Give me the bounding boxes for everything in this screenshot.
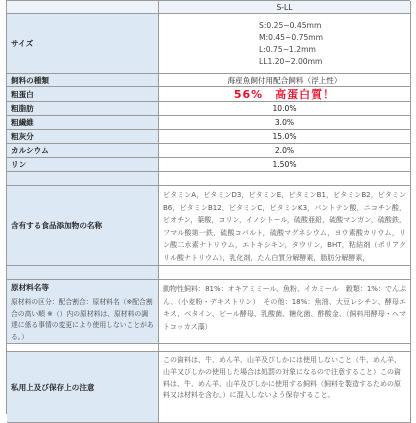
phosphorus-value: 1.50% [159,158,411,172]
crude-protein-percent: 56% [233,87,264,101]
crude-protein-value [159,87,411,102]
calcium-value: 2.0% [159,144,411,158]
thin-spacer-right [159,344,411,352]
ingredients-label-cell [7,280,159,344]
header-blank-cell [7,1,159,14]
feed-type-label: 飼料の種類 [7,74,159,87]
precautions-value [159,352,411,423]
crude-protein-tagline: 高蛋白質！ [275,88,336,101]
size-s: S:0.25~0.45mm [259,20,322,30]
blank-value-row [159,172,411,186]
ingredients-text: 動物性飼料：81%：オキアミミール、魚粉、イカミール 穀類：1%：でんぷん、（小麦粉・デキストリン） その他：18%：魚油、大豆レシチン、酵母エキス、ベタイン、ビール酵母、乳酸菌、糖化菌、酢酸金、（飼料用酵母・ヘマトコッカス藻） [163,285,406,331]
crude-fat-value: 10.0% [159,102,411,116]
precautions-label: 私用上及び保存上の注意 [7,352,159,423]
gap-label-row [7,266,159,280]
size-values [159,14,411,74]
ingredients-label: 原材料名等 [11,283,49,292]
additives-value [159,186,411,266]
crude-fiber-label: 粗繊維 [7,116,159,130]
calcium-label: カルシウム [7,144,159,158]
crude-protein-label: 粗蛋白 [7,87,159,102]
size-l: L:0.75~1.2mm [259,44,316,54]
additives-label: 含有する食品添加物の名称 [7,186,159,266]
thin-spacer-left [7,344,159,352]
crude-ash-value: 15.0% [159,130,411,144]
ingredients-sub-label: 原材料の区分：配合割合：原材料名（※配合割合の高い順 ※（）内の原材料は、原材料の調達に係る事情の変更により使用しないことがある。） [11,298,154,341]
size-ll: LL1.20~2.00mm [259,56,323,66]
feed-type-value: 海産魚飼付用配合飼料（浮上性） [159,74,411,87]
blank-label-row [7,172,159,186]
phosphorus-label: リン [7,158,159,172]
precautions-text: この資料は、牛、めん羊、山羊及びしかには使用しないこと（牛、めん羊、山羊又びしかの使用した場合は処罰の対象になるので注意すること）この資料は、牛、めん羊、山羊及びしかに使用する飼料（飼料を製造するための原料又は材料を含む。）に混入しないよう保存すること。 [163,356,401,400]
crude-fat-label: 粗脂肪 [7,102,159,116]
additives-text: ビタミンA，ビタミンD3，ビタミンE，ビタミンB1，ビタミンB2，ビタミンB6，ビタミンB12，ビタミンC，ビタミンK3，パントテン酸，ニコチン酸，ビオチン，葉酸，コリン，イノシトール，硫酸亜鉛，硫酸マンガン，硫酸鉄，フマル酸第一鉄，硫酸コバルト，硫酸マグネシウム，ヨウ素酸カリウム，リン酸二水素ナトリウム，エトキシキン，タウリン，BHT，粘結剤（ポリアクリル酸ナトリウム），乳化剤，たん白質分解酵素，脂肪分解酵素， [163,191,406,262]
size-m: M:0.45~0.75mm [259,32,324,42]
crude-fiber-value: 3.0% [159,116,411,130]
size-label: サイズ [7,14,159,74]
size-grade-header: S-LL [159,1,411,14]
gap-value-row [159,266,411,280]
spec-table [6,0,410,414]
ingredients-value [159,280,411,344]
crude-ash-label: 粗灰分 [7,130,159,144]
